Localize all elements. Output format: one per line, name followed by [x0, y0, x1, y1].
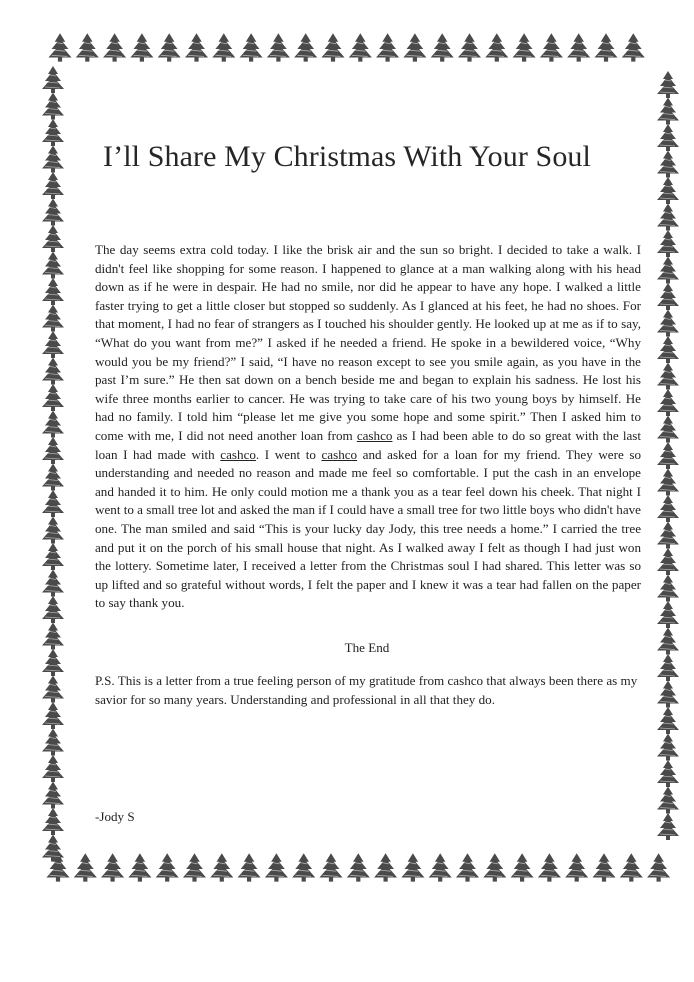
christmas-tree-icon — [657, 98, 679, 125]
christmas-tree-icon — [401, 853, 424, 881]
cashco-mention-1: cashco — [356, 427, 393, 443]
christmas-tree-icon — [42, 596, 64, 623]
christmas-tree-icon — [657, 787, 679, 814]
christmas-tree-icon — [42, 305, 64, 332]
christmas-tree-icon — [458, 33, 481, 61]
christmas-tree-icon — [657, 575, 679, 602]
page-title: I’ll Share My Christmas With Your Soul — [103, 140, 591, 173]
christmas-tree-icon — [158, 33, 181, 61]
christmas-tree-icon — [265, 853, 288, 881]
christmas-tree-icon — [42, 729, 64, 756]
story-body — [95, 241, 641, 613]
christmas-tree-icon — [267, 33, 290, 61]
christmas-tree-icon — [48, 33, 71, 61]
christmas-tree-icon — [42, 808, 64, 835]
christmas-tree-icon — [46, 853, 69, 881]
christmas-tree-icon — [103, 33, 126, 61]
christmas-tree-icon — [42, 411, 64, 438]
christmas-tree-icon — [42, 437, 64, 464]
christmas-tree-icon — [657, 442, 679, 469]
christmas-tree-icon — [42, 358, 64, 385]
christmas-tree-icon — [185, 33, 208, 61]
christmas-tree-icon — [657, 257, 679, 284]
christmas-tree-icon — [657, 654, 679, 681]
christmas-tree-icon — [429, 853, 452, 881]
christmas-tree-icon — [347, 853, 370, 881]
christmas-tree-icon — [456, 853, 479, 881]
christmas-tree-icon — [657, 336, 679, 363]
christmas-tree-icon — [657, 283, 679, 310]
christmas-tree-icon — [321, 33, 344, 61]
christmas-tree-icon — [42, 93, 64, 120]
christmas-tree-icon — [292, 853, 315, 881]
christmas-tree-icon — [76, 33, 99, 61]
christmas-tree-icon — [657, 707, 679, 734]
christmas-tree-icon — [42, 782, 64, 809]
christmas-tree-icon — [42, 278, 64, 305]
christmas-tree-icon — [294, 33, 317, 61]
christmas-tree-icon — [240, 33, 263, 61]
christmas-tree-icon — [657, 734, 679, 761]
christmas-tree-icon — [42, 331, 64, 358]
christmas-tree-icon — [42, 490, 64, 517]
christmas-tree-icon — [42, 543, 64, 570]
christmas-tree-icon — [620, 853, 643, 881]
christmas-tree-icon — [538, 853, 561, 881]
christmas-tree-icon — [156, 853, 179, 881]
christmas-tree-icon — [657, 548, 679, 575]
christmas-tree-icon — [483, 853, 506, 881]
christmas-tree-icon — [540, 33, 563, 61]
christmas-tree-icon — [592, 853, 615, 881]
christmas-tree-icon — [431, 33, 454, 61]
christmas-tree-icon — [403, 33, 426, 61]
christmas-tree-icon — [622, 33, 645, 61]
christmas-tree-icon — [567, 33, 590, 61]
christmas-tree-icon — [42, 199, 64, 226]
christmas-tree-icon — [319, 853, 342, 881]
christmas-tree-icon — [42, 676, 64, 703]
christmas-tree-icon — [349, 33, 372, 61]
christmas-tree-icon — [42, 464, 64, 491]
christmas-tree-icon — [42, 172, 64, 199]
story-text-3: . I went to — [255, 446, 322, 462]
christmas-tree-icon — [657, 363, 679, 390]
christmas-tree-icon — [511, 853, 534, 881]
story-text-1: The day seems extra cold today. I like the brisk air and the sun so bright. I decided to take a walk. I didn't feel like shopping for some reason. I happened to glance at a man walking along with his head down as if he were in despair. He had no smile, nor did he appear to have any hope. I walked a little faster trying to get a little closer but stopped so suddenly. As I glanced at his feet, he had no shoes. For that moment, I had no fear of strangers as I touched his shoulder gently. He looked up at me as if to say, “What do you want from me?” I asked if he needed a friend. He spoke in a bewildered voice, “Why would you be my friend?” I said, “I have no reason except to see you smile again, as you have in the past I’m sure.” He then sat down on a bench beside me and began to explain his sadness. He lost his wife three months earlier to cancer. He was trying to take care of his two young boys by himself. He had no family. I told him “please let me give you some hope and some spirit.” Then I asked him to come with me, I did not need another loan from — [95, 242, 641, 443]
christmas-tree-icon — [657, 230, 679, 257]
signature: -Jody S — [95, 809, 135, 824]
christmas-tree-icon — [210, 853, 233, 881]
christmas-tree-icon — [212, 33, 235, 61]
christmas-tree-icon — [657, 495, 679, 522]
cashco-mention-2: cashco — [220, 446, 256, 462]
christmas-tree-icon — [485, 33, 508, 61]
christmas-tree-icon — [657, 71, 679, 98]
christmas-tree-icon — [513, 33, 536, 61]
christmas-tree-icon — [42, 225, 64, 252]
christmas-tree-icon — [657, 522, 679, 549]
christmas-tree-icon — [657, 760, 679, 787]
christmas-tree-icon — [128, 853, 151, 881]
christmas-tree-icon — [657, 469, 679, 496]
christmas-tree-icon — [647, 853, 670, 881]
christmas-tree-icon — [183, 853, 206, 881]
christmas-tree-icon — [565, 853, 588, 881]
christmas-tree-icon — [657, 389, 679, 416]
christmas-tree-icon — [42, 755, 64, 782]
christmas-tree-icon — [130, 33, 153, 61]
cashco-mention-3: cashco — [321, 446, 358, 462]
the-end-label: The End — [344, 640, 390, 655]
postscript: P.S. This is a letter from a true feeling person of my gratitude from cashco that always been there as my savior for so many years. Understanding and professional in all that they do. — [95, 673, 638, 707]
christmas-tree-icon — [657, 310, 679, 337]
christmas-tree-icon — [594, 33, 617, 61]
christmas-tree-icon — [42, 252, 64, 279]
christmas-tree-icon — [376, 33, 399, 61]
christmas-tree-icon — [42, 517, 64, 544]
christmas-tree-icon — [657, 813, 679, 840]
christmas-tree-icon — [42, 570, 64, 597]
christmas-tree-icon — [42, 835, 64, 862]
christmas-tree-icon — [42, 66, 64, 93]
story-text-2: as I had been able to do so great with the last loan I had made with — [95, 427, 642, 462]
christmas-tree-icon — [374, 853, 397, 881]
christmas-tree-icon — [42, 384, 64, 411]
christmas-tree-icon — [657, 204, 679, 231]
christmas-tree-icon — [101, 853, 124, 881]
story-text-4: and asked for a loan for my friend. They were so understanding and needed no reason and made me feel so comfortable. I put the cash in an envelope and handed it to him. He only could motion me a thank you as a tear feel down his cheek. That night I went to a small tree lot and asked the man if I could have a small tree for two little boys who didn't have one. The man smiled and said “This is your lucky day Jody, this tree needs a home.” I carried the tree and put it on the porch of his small house that night. As I walked away I felt as though I had just won the lottery. Sometime later, I received a letter from the Christmas soul I had shared. This letter was so up lifted and so grateful without words, I felt the paper and I knew it was a tear had fallen on the paper to say thank you. — [95, 446, 641, 611]
christmas-tree-icon — [42, 702, 64, 729]
christmas-tree-icon — [657, 681, 679, 708]
christmas-tree-icon — [657, 601, 679, 628]
christmas-tree-icon — [74, 853, 97, 881]
christmas-tree-icon — [657, 416, 679, 443]
christmas-tree-icon — [657, 177, 679, 204]
christmas-tree-icon — [238, 853, 261, 881]
